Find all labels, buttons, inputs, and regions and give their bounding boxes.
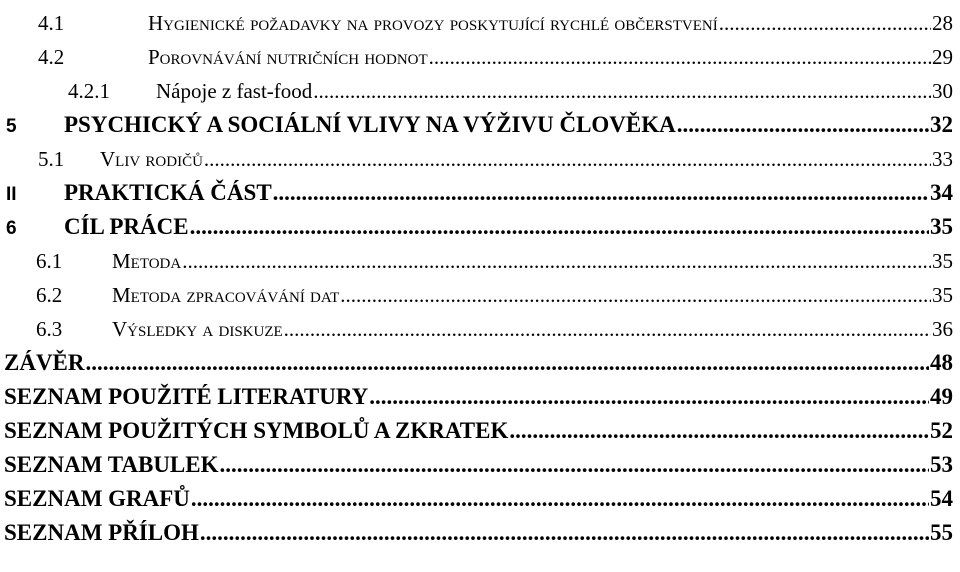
toc-entry-4-2[interactable] [0,34,953,68]
toc-entry-title: PSYCHICKÝ A SOCIÁLNÍ VLIVY NA VÝŽIVU ČLOVĚKA [64,112,676,137]
toc-entry-number: 6.1 [36,249,63,273]
toc-entry-literatura[interactable] [0,374,953,408]
toc-entry-4-2-1[interactable] [0,68,953,102]
toc-entry-page: 33 [932,147,953,171]
toc-entry-page: 29 [932,45,953,69]
toc-entry-page: 48 [930,350,953,375]
toc-dot-leader [191,476,929,510]
toc-entry-number: 5 [6,116,17,137]
toc-entry-title: SEZNAM PŘÍLOH [4,520,199,545]
toc-entry-4-1[interactable] [0,0,953,34]
toc-entry-6-3[interactable] [0,306,953,340]
toc-entry-title: SEZNAM GRAFŮ [4,486,190,511]
toc-entry-title: PRAKTICKÁ ČÁST [64,180,272,205]
toc-entry-title: Metoda [112,249,182,273]
toc-entry-grafy[interactable] [0,476,953,510]
toc-entry-page: 30 [932,79,953,103]
toc-entry-page: 32 [930,112,953,137]
toc-entry-title: ZÁVĚR [4,350,85,375]
toc-entry-page: 53 [930,452,953,477]
toc-entry-title: Nápoje z fast-food [156,79,313,103]
toc-entry-page: 55 [930,520,953,545]
toc-dot-leader [284,306,931,340]
toc-entry-number: 6.2 [36,283,63,307]
toc-entry-title: SEZNAM POUŽITÉ LITERATURY [4,384,369,409]
toc-entry-title: Výsledky a diskuze [112,317,283,341]
toc-entry-number: 5.1 [38,147,65,171]
toc-entry-zaver[interactable] [0,340,953,374]
toc-entry-number: 6.3 [36,317,63,341]
toc-dot-leader [182,238,931,272]
toc-entry-number: 4.2 [38,45,65,69]
toc-entry-page: 36 [932,317,953,341]
toc-entry-symboly[interactable] [0,408,953,442]
toc-dot-leader [204,136,931,170]
toc-entry-title: Vliv rodičů [100,147,203,171]
toc-entry-5[interactable] [0,102,953,136]
toc-entry-title: SEZNAM POUŽITÝCH SYMBOLŮ A ZKRATEK [4,418,509,443]
toc-entry-page: 52 [930,418,953,443]
toc-dot-leader [340,272,931,306]
toc-entry-prilohy[interactable] [0,510,953,544]
toc-dot-leader [313,68,931,102]
toc-dot-leader [369,374,929,408]
toc-dot-leader [200,510,929,544]
toc-entry-title: CÍL PRÁCE [64,214,189,239]
toc-entry-title: Porovnávání nutričních hodnot [148,45,428,69]
toc-entry-number: 6 [6,218,17,239]
toc-entry-title: SEZNAM TABULEK [4,452,219,477]
toc-entry-6-1[interactable] [0,238,953,272]
toc-entry-page: 35 [932,249,953,273]
toc-dot-leader [719,0,931,34]
toc-entry-6-2[interactable] [0,272,953,306]
toc-entry-5-1[interactable] [0,136,953,170]
toc-entry-6[interactable] [0,204,953,238]
toc-entry-page: 54 [930,486,953,511]
toc-entry-page: 28 [932,11,953,35]
toc-entry-page: 35 [932,283,953,307]
toc-entry-number: 4.2.1 [68,79,110,103]
toc-dot-leader [273,170,929,204]
toc-entry-page: 35 [930,214,953,239]
toc-dot-leader [190,204,929,238]
toc-entry-page: 49 [930,384,953,409]
toc-dot-leader [509,408,929,442]
toc-entry-tabulky[interactable] [0,442,953,476]
toc-entry-title: Hygienické požadavky na provozy poskytující rychlé občerstvení [148,11,718,35]
toc-entry-title: Metoda zpracovávání dat [112,283,340,307]
toc-entry-number: 4.1 [38,11,65,35]
toc-entry-page: 34 [930,180,953,205]
toc-dot-leader [86,340,929,374]
toc-entry-number: II [6,184,17,205]
toc-dot-leader [429,34,931,68]
toc-dot-leader [220,442,929,476]
toc-dot-leader [677,102,929,136]
toc-entry-part-ii[interactable] [0,170,953,204]
